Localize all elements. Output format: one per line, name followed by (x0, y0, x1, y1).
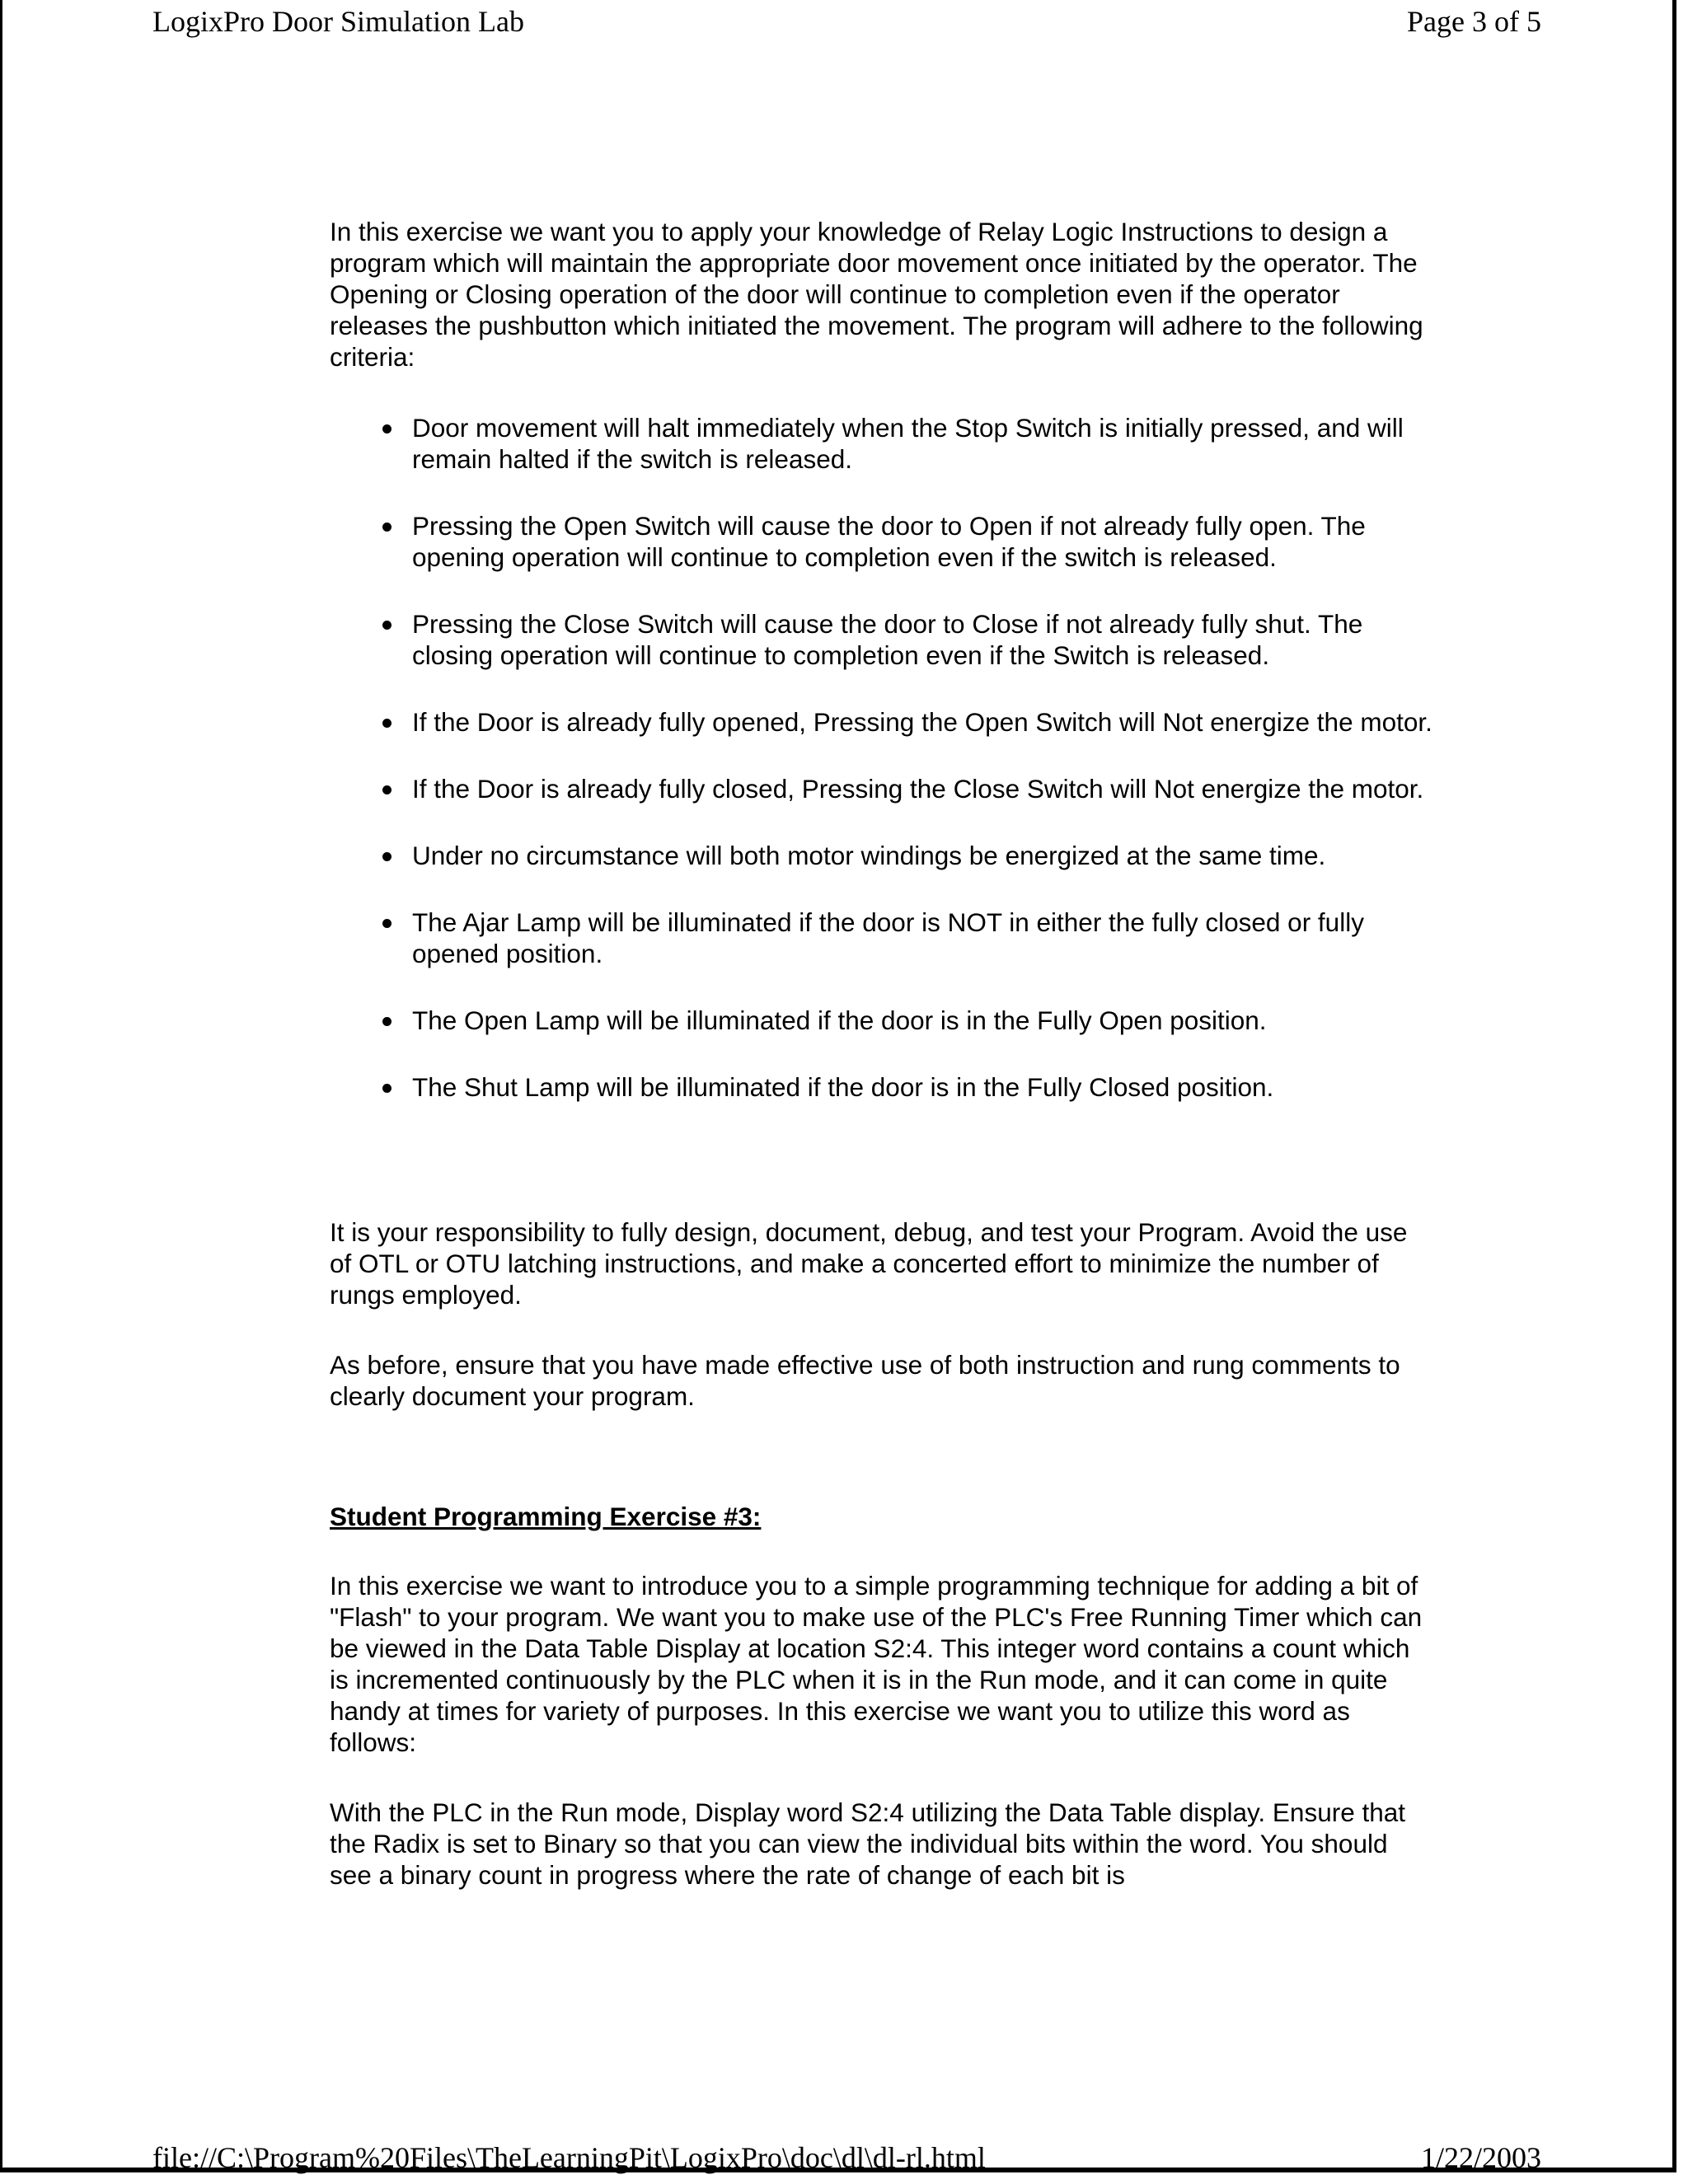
list-item-text: Pressing the Close Switch will cause the door to Close if not already fully shut. The closing operation will continue to completion even if the Switch is released. (412, 609, 1363, 670)
run-mode-paragraph: With the PLC in the Run mode, Display word S2:4 utilizing the Data Table display. Ensure that the Radix is set to Binary so that you can view the individual bits within the word. You should see a binary count in progress where the rate of change of each bit is (330, 1797, 1406, 1890)
exercise-3-heading: Student Programming Exercise #3: (330, 1502, 762, 1531)
bullet-icon (382, 523, 392, 532)
list-item-text: If the Door is already fully opened, Pressing the Open Switch will Not energize the motor. (412, 707, 1432, 737)
bullet-icon (382, 1084, 392, 1093)
spacer (330, 1412, 1434, 1501)
list-item-text: If the Door is already fully closed, Pressing the Close Switch will Not energize the motor. (412, 774, 1424, 804)
footer-date: 1/22/2003 (1420, 2141, 1541, 2174)
intro-paragraph: In this exercise we want you to apply your knowledge of Relay Logic Instructions to design a program which will maintain the appropriate door movement once initiated by the operator. The Opening or Closing operation of the door will continue to completion even if the operator releases the pushbutton which initiated the movement. The program will adhere to the following criteria: (330, 217, 1423, 372)
footer-file-path: file://C:\Program%20Files\TheLearningPit\LogixPro\doc\dl\dl-rl.html (152, 2141, 986, 2174)
bullet-icon (382, 785, 392, 794)
documentation-paragraph: As before, ensure that you have made effective use of both instruction and rung comments to clearly document your program. (330, 1350, 1400, 1411)
list-item (330, 412, 1434, 475)
list-item-text: The Ajar Lamp will be illuminated if the door is NOT in either the fully closed or fully opened position. (412, 907, 1364, 968)
bullet-icon (382, 424, 392, 434)
list-item (330, 840, 1434, 871)
bullet-icon (382, 1017, 392, 1026)
list-item (330, 510, 1434, 573)
list-item (330, 608, 1434, 671)
responsibility-paragraph: It is your responsibility to fully design, document, debug, and test your Program. Avoid the use of OTL or OTU latching instructions, and make a concerted effort to minimize the number of rungs employed. (330, 1217, 1408, 1310)
list-item (330, 773, 1434, 804)
header-title: LogixPro Door Simulation Lab (152, 5, 524, 38)
bullet-icon (382, 621, 392, 630)
list-item-text: Under no circumstance will both motor windings be energized at the same time. (412, 841, 1326, 870)
criteria-list (330, 412, 1434, 1103)
bullet-icon (382, 852, 392, 861)
list-item-text: Door movement will halt immediately when the Stop Switch is initially pressed, and will remain halted if the switch is released. (412, 413, 1404, 474)
list-item-text: Pressing the Open Switch will cause the door to Open if not already fully open. The opening operation will continue to completion even if the switch is released. (412, 511, 1366, 572)
spacer (330, 1138, 1434, 1216)
list-item (330, 1071, 1434, 1103)
list-item (330, 907, 1434, 969)
list-item (330, 706, 1434, 738)
list-item (330, 1005, 1434, 1036)
bullet-icon (382, 719, 392, 728)
document-body (330, 216, 1434, 1891)
header-page-number: Page 3 of 5 (1407, 5, 1541, 38)
list-item-text: The Open Lamp will be illuminated if the door is in the Fully Open position. (412, 1005, 1267, 1035)
exercise-3-intro-paragraph: In this exercise we want to introduce you to a simple programming technique for adding a bit of "Flash" to your program. We want you to make use of the PLC's Free Running Timer which can be viewed in the Data Table Display at location S2:4. This integer word contains a count which is incremented continuously by the PLC when it is in the Run mode, and it can come in quite handy at times for variety of purposes. In this exercise we want you to utilize this word as follows: (330, 1571, 1423, 1757)
list-item-text: The Shut Lamp will be illuminated if the door is in the Fully Closed position. (412, 1072, 1274, 1102)
bullet-icon (382, 919, 392, 928)
